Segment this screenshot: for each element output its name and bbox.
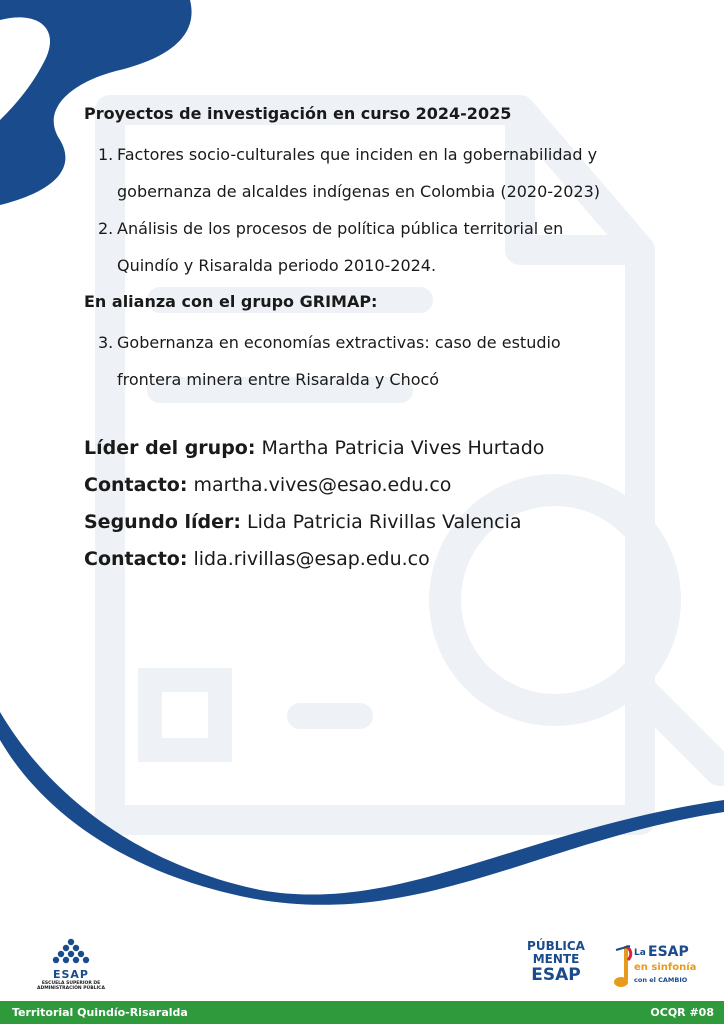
sinfonia-en: en sinfonía [634,962,697,973]
contacts-section [84,430,704,578]
group-leader-line [84,430,704,467]
music-note-icon [612,944,634,994]
item-number: 1. [98,145,114,164]
leader-contact-line [84,467,704,504]
footer-code: OCQR #08 [650,1006,714,1019]
esap-tagline: ESCUELA SUPERIOR DE [41,981,101,986]
footer-territory: Territorial Quindío-Risaralda [12,1006,188,1019]
item-number: 3. [98,333,114,352]
contact-value: Lida Patricia Rivillas Valencia [240,511,522,533]
contact-label: Contacto: [84,474,188,496]
contact-email[interactable]: martha.vives@esao.edu.co [187,474,452,496]
projects-list [84,136,684,284]
footer-logos [0,930,724,1000]
esap-logo [36,938,106,998]
item-line: Gobernanza en economías extractivas: caso de estudio [117,333,561,352]
sinfonia-la: La [634,948,646,958]
contact-label: Segundo líder: [84,511,241,533]
projects-heading: Proyectos de investigación en curso 2024-2025 [84,104,512,123]
esap-tagline: ADMINISTRACIÓN PÚBLICA [37,986,105,991]
esap-pyramid-icon [51,938,91,964]
second-leader-line [84,504,704,541]
contact-email[interactable]: lida.rivillas@esap.edu.co [187,548,430,570]
pm-line: PÚBLICA [527,939,585,953]
publica-mente-esap-logo [520,940,592,996]
item-line: frontera minera entre Risaralda y Chocó [117,370,440,389]
contact-value: Martha Patricia Vives Hurtado [255,437,545,459]
second-contact-line [84,541,704,578]
list-item [84,136,684,210]
item-line: gobernanza de alcaldes indígenas en Colombia (2020-2023) [117,182,601,201]
contact-label: Líder del grupo: [84,437,256,459]
alliance-list [84,324,684,398]
pm-line: MENTE [532,952,580,966]
item-line: Factores socio-culturales que inciden en la gobernabilidad y [117,145,598,164]
projects-section [84,102,684,398]
sinfonia-cambio: con el CAMBIO [634,976,688,984]
sinfonia-esap: ESAP [648,944,689,960]
list-item [84,324,684,398]
esap-wordmark: ESAP [52,968,89,981]
item-line: Quindío y Risaralda periodo 2010-2024. [117,256,437,275]
alliance-heading: En alianza con el grupo GRIMAP: [84,292,378,311]
item-number: 2. [98,219,114,238]
contact-label: Contacto: [84,548,188,570]
footer-bar [0,1001,724,1024]
list-item [84,210,684,284]
esap-sinfonia-logo [610,940,700,1000]
item-line: Análisis de los procesos de política pública territorial en [117,219,564,238]
pm-line: ESAP [531,965,581,985]
watermark-box [150,680,220,750]
